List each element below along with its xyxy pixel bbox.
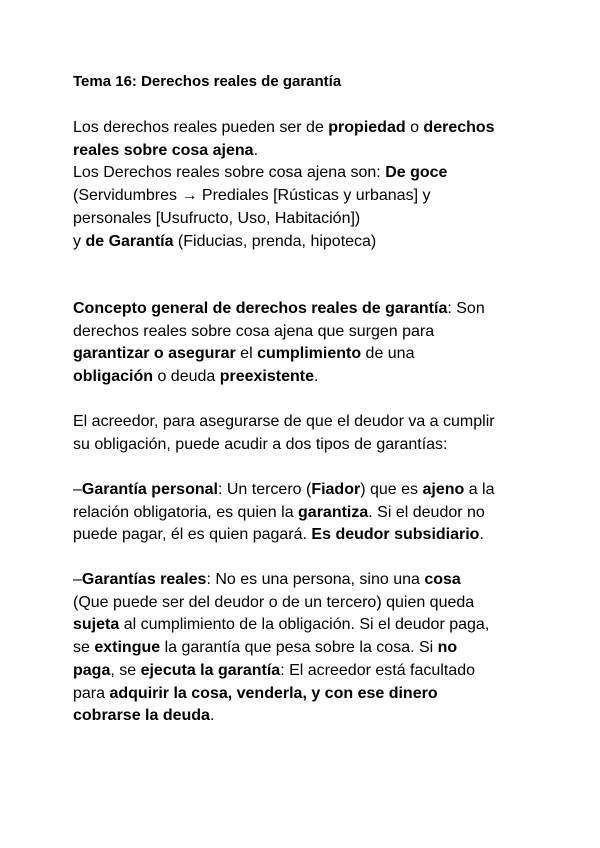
bold-term: sujeta <box>73 616 120 634</box>
text-run: . Si el deudor no <box>368 503 485 521</box>
text-run: de una <box>361 345 415 363</box>
text-run: : Son <box>447 300 485 317</box>
bold-term: extingue <box>94 639 161 657</box>
text-run: o deuda <box>153 368 220 386</box>
text-line <box>73 343 543 366</box>
bold-term: Garantías reales <box>81 571 207 588</box>
text-line <box>73 637 543 660</box>
bold-term: Es deudor subsidiario <box>311 526 480 544</box>
bold-term: garantiza <box>298 503 369 521</box>
text-run: : Un tercero ( <box>217 481 312 498</box>
bold-term: garantizar o asegurar <box>73 345 236 363</box>
text-run: . <box>209 707 215 725</box>
text-line <box>73 162 543 185</box>
text-line <box>73 479 543 502</box>
bold-term: De goce <box>385 164 448 182</box>
text-line <box>73 298 543 321</box>
bold-term: cumplimiento <box>257 345 362 363</box>
text-run: o <box>405 119 424 136</box>
garantias-reales-paragraph <box>73 569 543 728</box>
bold-term: preexistente <box>219 368 314 386</box>
text-line <box>73 366 543 389</box>
text-run: (Fiducias, prenda, hipoteca) <box>173 232 377 250</box>
text-line: su obligación, puede acudir a dos tipos de garantías: <box>73 435 448 453</box>
bold-term: no <box>437 639 458 657</box>
text-run: al cumplimiento de la obligación. Si el deudor paga, <box>119 616 490 634</box>
text-run: se <box>73 639 95 657</box>
text-run: . <box>479 526 484 544</box>
text-line <box>73 502 543 525</box>
text-run: puede pagar, él es quien pagará. <box>73 526 312 544</box>
text-line <box>73 660 543 683</box>
text-line: El acreedor, para asegurarse de que el deudor va a cumplir <box>73 413 495 430</box>
bold-term: ejecuta la garantía <box>140 661 281 679</box>
text-run: y <box>73 232 86 250</box>
text-line: (Que puede ser del deudor o de un tercero) quien queda <box>73 593 475 611</box>
text-run: el <box>235 345 258 363</box>
text-line <box>73 524 543 547</box>
text-line <box>73 614 543 637</box>
text-run: Los derechos reales pueden ser de <box>73 119 329 136</box>
text-run: : No es una persona, sino una <box>206 571 425 588</box>
bold-term: paga <box>73 661 111 679</box>
bold-term: de Garantía <box>85 232 174 250</box>
text-run: la garantía que pesa sobre la cosa. Si <box>160 639 438 657</box>
text-line <box>73 117 543 140</box>
dash: – <box>73 571 82 588</box>
bold-term: adquirir la cosa, venderla, y con ese dinero <box>109 684 438 702</box>
text-run: Los Derechos reales sobre cosa ajena son: <box>73 164 386 182</box>
bold-term: obligación <box>73 368 153 386</box>
text-run: ) que es <box>360 481 423 498</box>
bold-term: cobrarse la deuda <box>73 707 210 725</box>
text-run: . <box>314 368 319 386</box>
text-line <box>73 569 543 592</box>
text-line <box>73 683 543 706</box>
text-run: : El acreedor está facultado <box>280 661 475 679</box>
text-line <box>73 231 543 254</box>
text-line <box>73 705 543 728</box>
dash: – <box>73 481 82 498</box>
text-run: a la <box>464 481 495 498</box>
garantia-personal-paragraph <box>73 479 543 547</box>
text-line <box>73 140 543 163</box>
text-line: derechos reales sobre cosa ajena que surgen para <box>73 322 435 340</box>
text-run: para <box>73 684 110 702</box>
text-line: personales [Usufructo, Uso, Habitación]) <box>73 209 361 227</box>
text-line: (Servidumbres → Prediales [Rústicas y urbanas] y <box>73 187 431 205</box>
bold-term: Fiador <box>311 481 361 498</box>
page-title: Tema 16: Derechos reales de garantía <box>73 73 342 90</box>
bold-term: Concepto general de derechos reales de garantía <box>73 300 448 317</box>
bold-term: derechos <box>423 119 495 136</box>
bold-term: ajeno <box>422 481 465 498</box>
acreedor-paragraph <box>73 411 543 456</box>
bold-term: cosa <box>424 571 461 588</box>
text-run: , se <box>110 661 141 679</box>
intro-paragraph <box>73 117 543 253</box>
text-run: relación obligatoria, es quien la <box>73 503 299 521</box>
bold-term: reales sobre cosa ajena <box>73 141 254 159</box>
concept-paragraph <box>73 298 543 389</box>
bold-term: propiedad <box>328 119 406 136</box>
text-run: . <box>253 141 259 159</box>
bold-term: Garantía personal <box>81 481 218 498</box>
